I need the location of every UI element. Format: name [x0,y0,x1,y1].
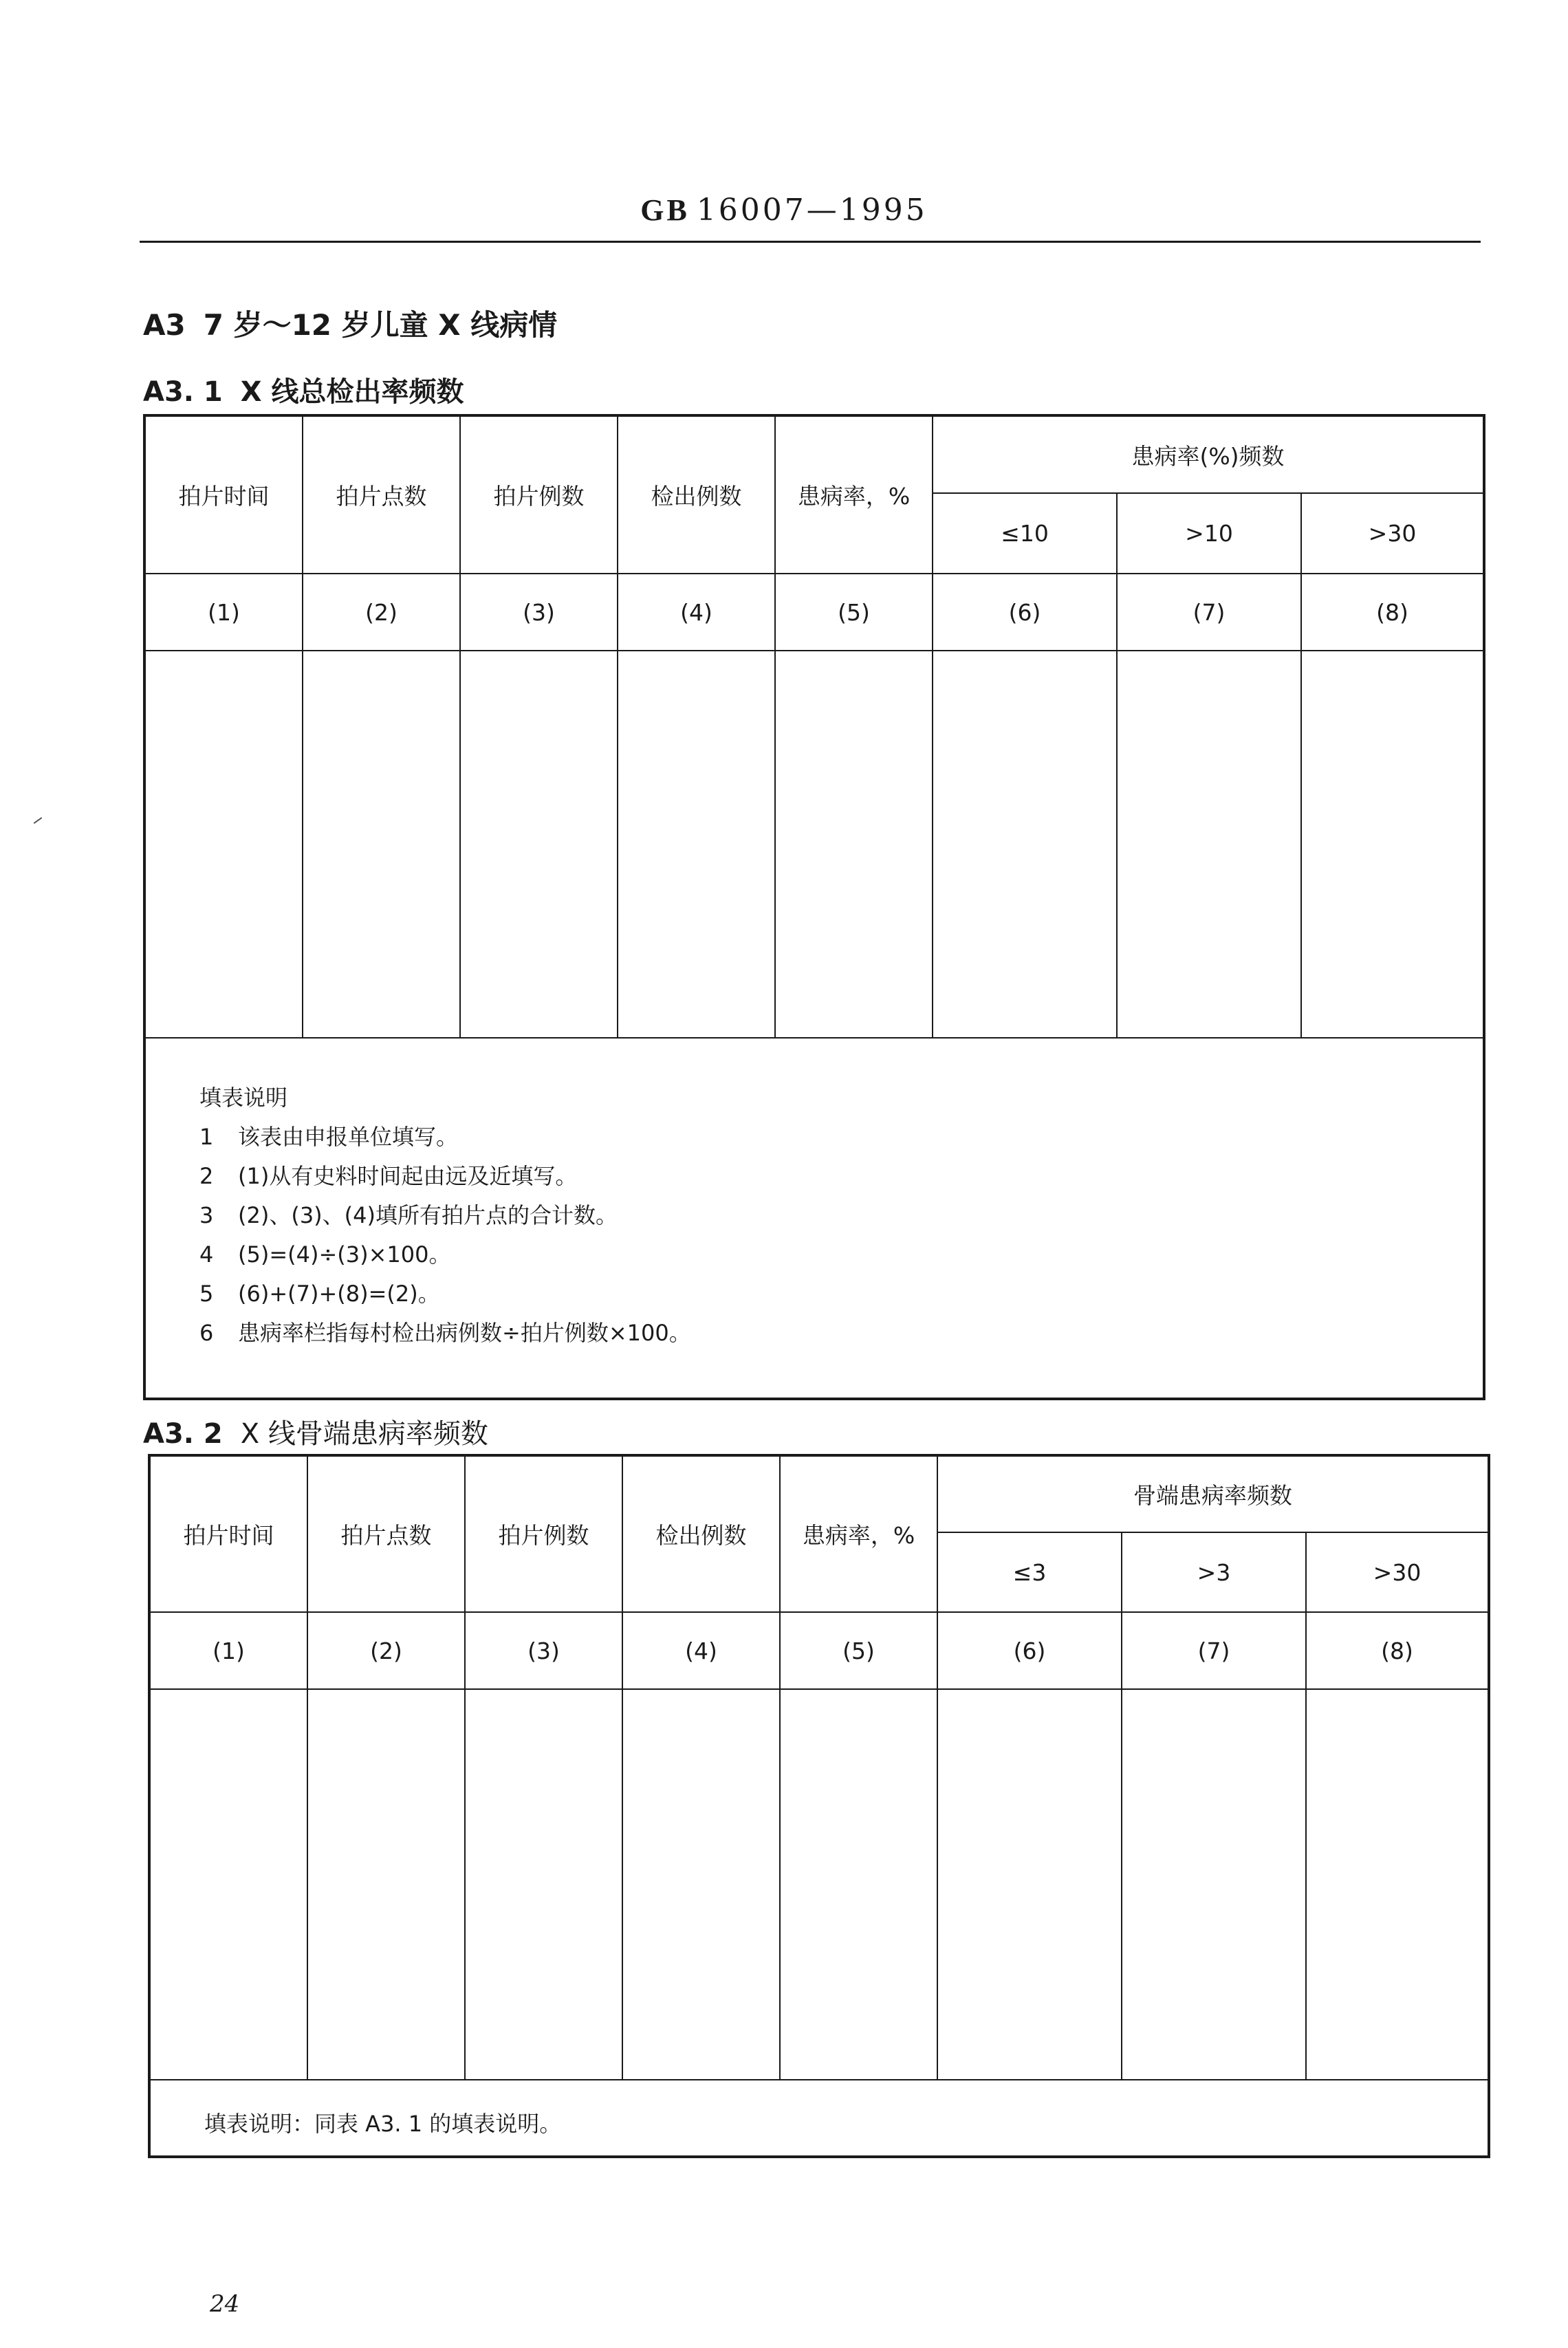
note-item [199,1235,1483,1274]
note-item [199,1314,1483,1353]
table2-col-code: (3) [465,1612,622,1689]
note-text: 该表由申报单位填写。 [238,1124,459,1150]
table2-group-header: 骨端患病率频数 [937,1455,1489,1532]
table2-col-code: (6) [937,1612,1122,1689]
table1-sub-header: ≤10 [933,493,1117,574]
table1-title: X 线总检出率频数 [240,376,464,408]
header-rule [140,241,1481,243]
table1-group-header: 患病率(%)频数 [933,415,1484,493]
note-index: 4 [199,1241,214,1268]
table2-col-code: (5) [780,1612,937,1689]
table1-col-code: (6) [933,574,1117,651]
note-text: (1)从有史料时间起由远及近填写。 [238,1163,578,1189]
table2-entry-cell[interactable] [937,1689,1122,2080]
table2-entry-cell[interactable] [1306,1689,1489,2080]
table2 [148,1454,1490,2158]
note-item [199,1196,1483,1235]
table2-entry-cell[interactable] [465,1689,622,2080]
table2-entry-cell[interactable] [1122,1689,1306,2080]
note-text: (5)=(4)÷(3)×100。 [238,1241,451,1268]
table1-col-header: 拍片例数 [460,415,618,574]
table1-col-code: (7) [1117,574,1301,651]
table2-col-code: (7) [1122,1612,1306,1689]
note-text: (2)、(3)、(4)填所有拍片点的合计数。 [238,1202,618,1228]
table1-col-header: 拍片点数 [303,415,460,574]
table1-entry-cell[interactable] [1117,651,1301,1038]
table1-entry-cell[interactable] [460,651,618,1038]
table2-note-cell [149,2080,1489,2157]
note-index: 2 [199,1163,214,1189]
table2-number: A3. 2 [143,1418,223,1450]
table1-entry-cell[interactable] [933,651,1117,1038]
table2-sub-header: >30 [1306,1532,1489,1612]
table2-col-code: (8) [1306,1612,1489,1689]
standard-number: 16007—1995 [696,193,928,228]
table2-sub-header: ≤3 [937,1532,1122,1612]
note-index: 5 [199,1281,214,1307]
table2-col-header: 拍片时间 [149,1455,307,1612]
table1-col-code: (3) [460,574,618,651]
note-item [199,1274,1483,1314]
table1-notes [199,1078,1483,1353]
table2-entry-cell[interactable] [307,1689,465,2080]
table1-entry-cell[interactable] [775,651,933,1038]
table1-col-code: (2) [303,574,460,651]
section-number: A3 [143,308,186,342]
note-text: (6)+(7)+(8)=(2)。 [238,1281,440,1307]
table1-notes-cell [144,1038,1484,1399]
table1-entry-cell[interactable] [144,651,303,1038]
table1-number: A3. 1 [143,376,223,408]
table2-col-header: 患病率，% [780,1455,937,1612]
standard-header [0,193,1568,228]
table2-entry-cell[interactable] [149,1689,307,2080]
note-index: 3 [199,1202,214,1228]
table1-entry-cell[interactable] [1301,651,1484,1038]
table1-col-header: 检出例数 [618,415,775,574]
table1 [143,414,1485,1400]
table2-heading [143,1412,488,1451]
table1-col-code: (5) [775,574,933,651]
table2-col-header: 拍片例数 [465,1455,622,1612]
table2-entry-cell[interactable] [780,1689,937,2080]
table2-col-header: 拍片点数 [307,1455,465,1612]
table1-col-code: (8) [1301,574,1484,651]
table1-col-code: (4) [618,574,775,651]
table1-col-header: 拍片时间 [144,415,303,574]
table1-heading [143,370,464,409]
table2-sub-header: >3 [1122,1532,1306,1612]
note-index: 6 [199,1320,214,1346]
table2-col-code: (4) [622,1612,780,1689]
table2-entry-cell[interactable] [622,1689,780,2080]
table1-col-code: (1) [144,574,303,651]
table1-col-header: 患病率，% [775,415,933,574]
table2-note: 填表说明：同表 A3. 1 的填表说明。 [204,2111,562,2137]
table2-title: X 线骨端患病率频数 [240,1418,488,1450]
note-index: 1 [199,1124,214,1150]
notes-title: 填表说明 [199,1085,288,1111]
page-number: 24 [210,2290,240,2318]
table1-entry-cell[interactable] [618,651,775,1038]
table1-sub-header: >10 [1117,493,1301,574]
section-title: 7 岁～12 岁儿童 X 线病情 [203,308,558,342]
note-item [199,1157,1483,1196]
scan-speck [34,817,43,824]
table2-col-header: 检出例数 [622,1455,780,1612]
section-heading [143,303,557,344]
note-text: 患病率栏指每村检出病例数÷拍片例数×100。 [238,1320,691,1346]
standard-prefix: GB [640,193,690,227]
table1-sub-header: >30 [1301,493,1484,574]
table2-col-code: (2) [307,1612,465,1689]
table2-col-code: (1) [149,1612,307,1689]
note-item [199,1118,1483,1157]
table1-entry-cell[interactable] [303,651,460,1038]
